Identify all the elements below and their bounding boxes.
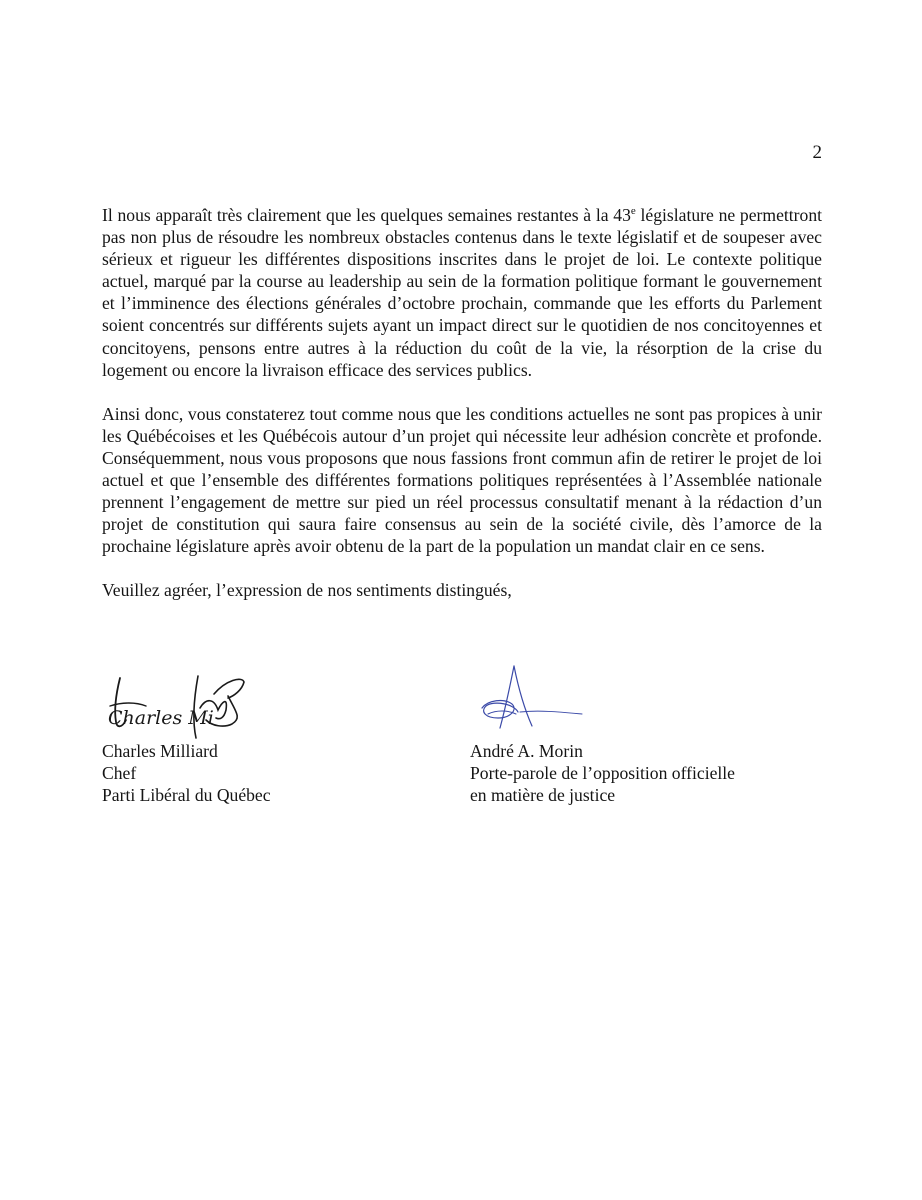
signatory-title: Porte-parole de l’opposition officielle — [470, 763, 735, 783]
signature-milliard — [102, 658, 362, 740]
paragraph-1-start: Il nous apparaît très clairement que les quelques semaines restantes à la 43 — [102, 205, 631, 225]
paragraph-1-rest: législature ne permettront pas non plus de résoudre les nombreux obstacles contenus dans le texte législatif et de soupeser avec sérieux et rigueur les différentes dispositions inscrites dans le projet de loi. Le contexte politique actuel, marqué par la course au leadership au sein de la formation politique formant le gouvernement et l’imminence des élections générales d’octobre prochain, commande que les efforts du Parlement soient concentrés sur différents sujets ayant un impact direct sur le quotidien de nos concitoyennes et concitoyens, pensons entre autres à la réduction du coût de la vie, la résorption de la crise du logement ou encore la livraison efficace des services publics. — [102, 205, 823, 380]
signatory-name: André A. Morin — [470, 741, 583, 761]
page-number: 2 — [812, 142, 822, 163]
ordinal-superscript: e — [630, 205, 636, 217]
signature-milliard-lettering: Charles Mi — [108, 707, 214, 729]
signatory-name: Charles Milliard — [102, 741, 218, 761]
signatory-block-milliard — [102, 658, 462, 806]
closing-salutation: Veuillez agréer, l’expression de nos sentiments distingués, — [102, 580, 512, 601]
signatory-block-morin — [470, 658, 830, 806]
signatory-organization: en matière de justice — [470, 785, 616, 805]
signatory-title: Chef — [102, 763, 137, 783]
paragraph-1 — [102, 204, 822, 381]
signatory-organization: Parti Libéral du Québec — [102, 785, 271, 805]
paragraph-2: Ainsi donc, vous constaterez tout comme nous que les conditions actuelles ne sont pas propices à unir les Québécoises et les Québécois autour d’un projet qui nécessite leur adhésion concrète et profonde. Conséquemment, nous vous proposons que nous fassions front commun afin de retirer le projet de loi actuel et que l’ensemble des différentes formations politiques représentées à l’Assemblée nationale prennent l’engagement de mettre sur pied un réel processus consultatif menant à la rédaction d’un projet de constitution qui saura faire consensus au sein de la société civile, dès l’amorce de la prochaine législature après avoir obtenu de la part de la population un mandat clair en ce sens. — [102, 403, 822, 557]
letter-body — [102, 204, 822, 602]
signature-morin — [470, 658, 730, 740]
